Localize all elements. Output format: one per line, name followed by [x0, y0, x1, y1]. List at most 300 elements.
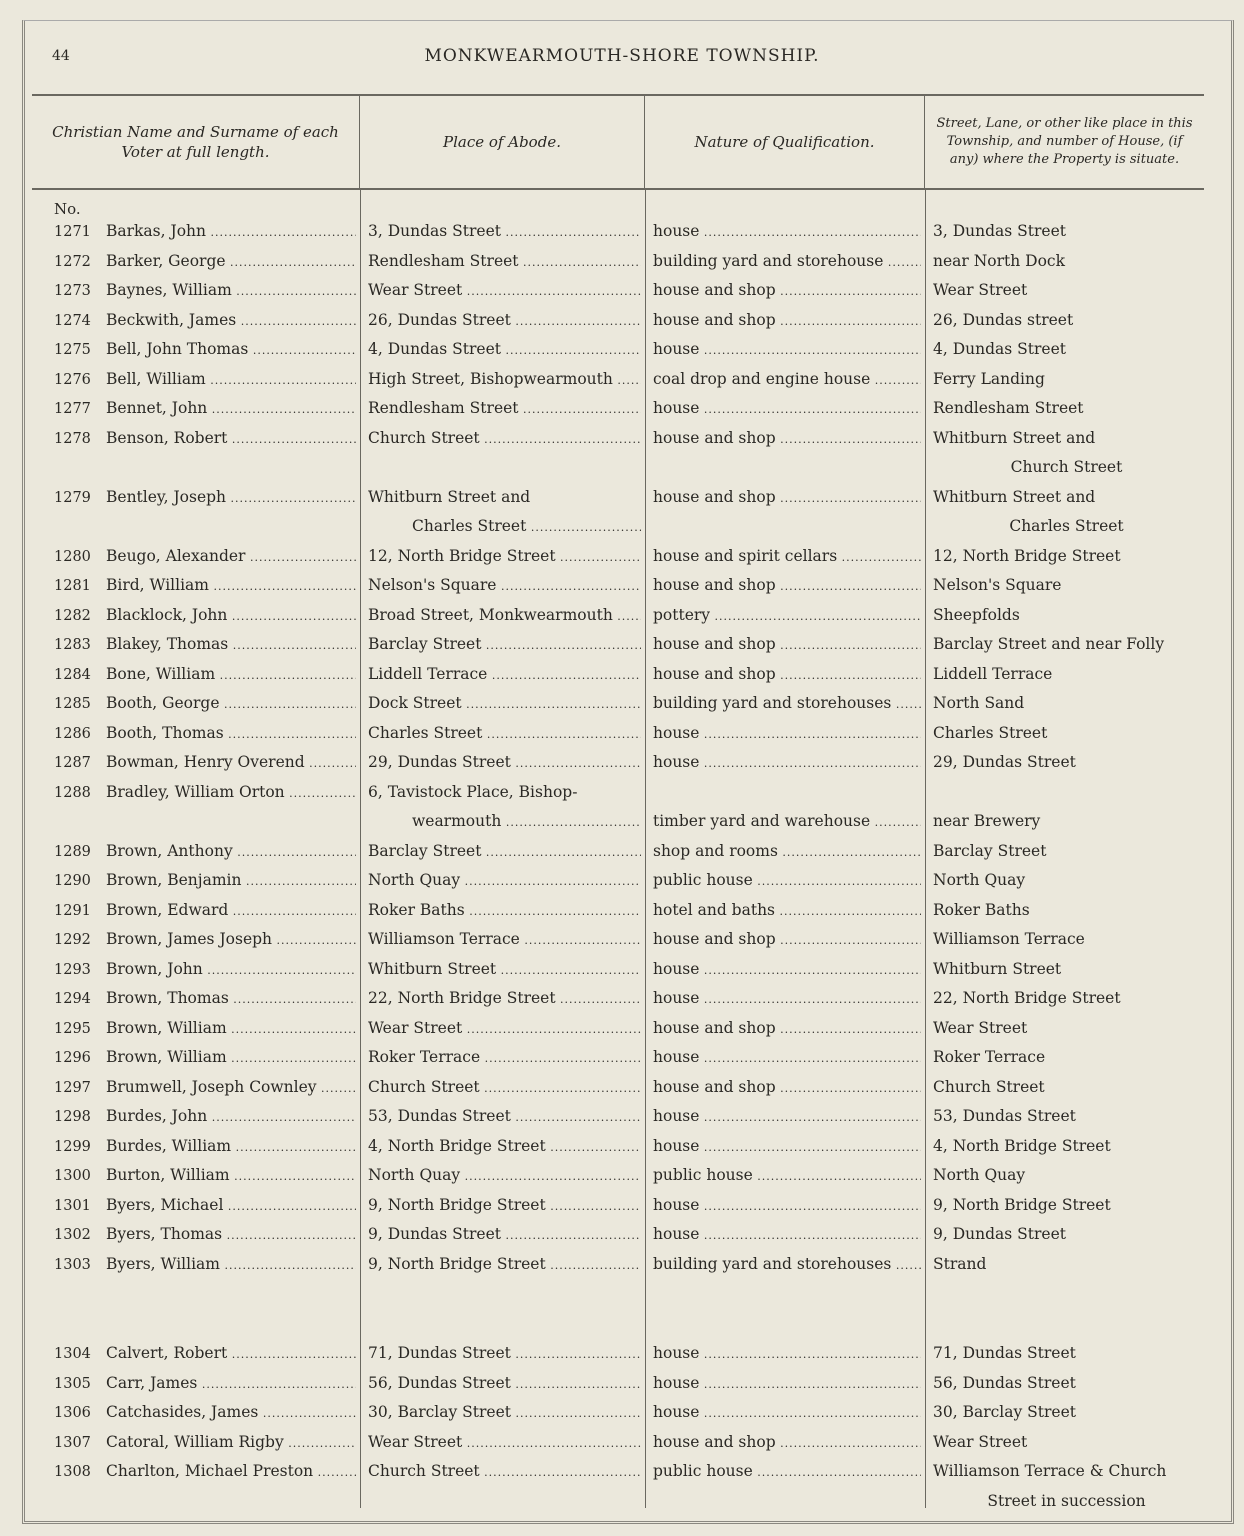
voter-name-cell [32, 1073, 360, 1103]
property-street-cell [925, 1073, 1204, 1103]
table-row [32, 778, 1204, 837]
voter-name-cell [32, 1250, 360, 1280]
table-row [32, 748, 1204, 778]
property-street-cell [925, 483, 1204, 542]
abode-line: 22, North Bridge Street ..... [368, 984, 641, 1014]
qualification-cell [645, 1250, 925, 1280]
property-street-cell [925, 1398, 1204, 1428]
voter-number: 1305 [54, 1375, 91, 1392]
voter-name-cell [32, 483, 360, 542]
property-street-cell [925, 1191, 1204, 1221]
abode-line: 29, Dundas Street ..... [368, 748, 641, 778]
voter-number: 1283 [54, 637, 91, 653]
voter-number: 1294 [54, 991, 91, 1007]
qualification-cell [645, 276, 925, 306]
property-street-line: Ferry Landing [933, 369, 1045, 388]
voter-number: 1284 [54, 666, 91, 683]
property-street-line: Strand [933, 1254, 987, 1273]
qualification-cell [645, 306, 925, 336]
qualification: house and shop ..... [653, 1014, 921, 1044]
voter-number: 1274 [54, 312, 91, 329]
qualification: house ..... [653, 1043, 921, 1073]
abode-line: Wear Street ..... [368, 276, 641, 306]
abode-cell [360, 1014, 645, 1044]
voter-name: Beugo, Alexander [106, 546, 246, 565]
abode-cell [360, 1250, 645, 1280]
abode-cell [360, 424, 645, 483]
table-row [32, 955, 1204, 985]
abode-line: Liddell Terrace ..... [368, 660, 641, 690]
voter-number: 1277 [54, 401, 91, 417]
voter-name-cell [32, 1398, 360, 1428]
property-street-line: Whitburn Street and [933, 428, 1096, 447]
voter-name-cell [32, 866, 360, 896]
page-number: 44 [52, 48, 70, 64]
voter-name-cell [32, 719, 360, 749]
voter-name: Byers, William [106, 1254, 220, 1273]
voter-number: 1297 [54, 1079, 91, 1096]
qualification-cell [645, 1339, 925, 1369]
voter-name-cell [32, 925, 360, 955]
voter-name-line [54, 1132, 356, 1162]
voter-name-cell [32, 778, 360, 837]
abode-line: Wear Street ..... [368, 1428, 641, 1458]
abode-cell [360, 1428, 645, 1458]
property-street-line: Wear Street [933, 1432, 1028, 1451]
property-street-line: Roker Terrace [933, 1048, 1046, 1066]
property-street-line: Barclay Street [933, 841, 1047, 860]
qualification: house and shop ..... [653, 1428, 921, 1458]
property-street-line: 22, North Bridge Street [933, 989, 1121, 1007]
property-street-cell [925, 837, 1204, 867]
property-street-line: North Sand [933, 694, 1025, 712]
voter-name-cell [32, 1428, 360, 1458]
abode-line: wearmouth ..... [368, 807, 641, 837]
abode-cell [360, 483, 645, 542]
voter-name-line [54, 1191, 356, 1221]
voter-name-cell [32, 1102, 360, 1132]
property-street-line: Rendlesham Street [933, 399, 1084, 417]
voter-table [32, 217, 1204, 1516]
abode-line: Rendlesham Street ..... [368, 247, 641, 277]
property-street-cell [925, 1102, 1204, 1132]
qualification: house ..... [653, 1220, 921, 1250]
property-street-cell [925, 748, 1204, 778]
table-row [32, 571, 1204, 601]
voter-number: 1291 [54, 902, 91, 919]
abode-cell [360, 306, 645, 336]
property-street-cell [925, 1428, 1204, 1458]
voter-name-cell [32, 1220, 360, 1250]
table-row [32, 335, 1204, 365]
abode-line: 26, Dundas Street ..... [368, 306, 641, 336]
qualification: house ..... [653, 955, 921, 985]
abode-cell [360, 1339, 645, 1369]
voter-name-cell [32, 394, 360, 424]
property-street-cell [925, 866, 1204, 896]
property-street-line: Williamson Terrace & Church [933, 1462, 1167, 1480]
qualification: pottery ..... [653, 601, 921, 631]
property-street-line: Charles Street [933, 723, 1048, 742]
abode-line: 71, Dundas Street ..... [368, 1339, 641, 1369]
property-street-cell [925, 1369, 1204, 1399]
voter-name-cell [32, 1369, 360, 1399]
qualification-cell [645, 365, 925, 395]
property-street-cell [925, 984, 1204, 1014]
table-row [32, 1191, 1204, 1221]
property-street-cell [925, 955, 1204, 985]
table-row [32, 276, 1204, 306]
blank-line [933, 778, 1200, 808]
abode-line: Rendlesham Street ..... [368, 394, 641, 424]
voter-name-cell [32, 1014, 360, 1044]
voter-name: Benson, Robert [106, 428, 228, 447]
voter-name: Barker, George [106, 251, 226, 270]
voter-number: 1286 [54, 725, 91, 742]
abode-cell [360, 660, 645, 690]
voter-name-cell [32, 276, 360, 306]
voter-name: Byers, Thomas [106, 1225, 223, 1243]
property-street-line: 4, Dundas Street [933, 340, 1066, 358]
qualification: house and shop ..... [653, 306, 921, 336]
voter-name-line [54, 483, 356, 513]
qualification: house and spirit cellars ..... [653, 542, 921, 572]
property-street-cell [925, 365, 1204, 395]
abode-cell [360, 247, 645, 277]
qualification-cell [645, 866, 925, 896]
abode-cell [360, 1369, 645, 1399]
qualification: house and shop ..... [653, 1073, 921, 1103]
voter-name-cell [32, 306, 360, 336]
voter-name: Bell, William [106, 369, 206, 388]
property-street-line: Street in succession [987, 1491, 1146, 1510]
table-row [32, 424, 1204, 483]
qualification: house ..... [653, 394, 921, 424]
header-qualification: Nature of Qualification. [645, 96, 925, 188]
abode-cell [360, 630, 645, 660]
property-street-line: Whitburn Street and [933, 487, 1096, 506]
qualification-cell [645, 837, 925, 867]
qualification: house and shop ..... [653, 424, 921, 454]
property-street-cell [925, 1250, 1204, 1280]
table-row [32, 984, 1204, 1014]
abode-cell [360, 778, 645, 837]
qualification: building yard and storehouses ..... [653, 1250, 921, 1280]
abode-line: Whitburn Street ..... [368, 955, 641, 985]
abode-cell [360, 896, 645, 926]
qualification: house and shop ..... [653, 571, 921, 601]
voter-name-cell [32, 630, 360, 660]
property-street-line: 4, North Bridge Street [933, 1136, 1111, 1155]
qualification-cell [645, 247, 925, 277]
voter-name-line [54, 542, 356, 572]
voter-name-cell [32, 837, 360, 867]
voter-name: Bentley, Joseph [106, 487, 227, 506]
property-street-line: Roker Baths [933, 900, 1030, 919]
abode-line: Roker Terrace ..... [368, 1043, 641, 1073]
voter-name-line [54, 1043, 356, 1073]
abode-cell [360, 335, 645, 365]
table-row [32, 719, 1204, 749]
voter-name-cell [32, 542, 360, 572]
voter-name: Byers, Michael [106, 1195, 224, 1214]
abode-line: 4, North Bridge Street ..... [368, 1132, 641, 1162]
property-street-cell [925, 1132, 1204, 1162]
abode-cell [360, 217, 645, 247]
voter-number: 1289 [54, 843, 91, 860]
property-street-cell [925, 1043, 1204, 1073]
qualification: house ..... [653, 719, 921, 749]
abode-cell [360, 1132, 645, 1162]
abode-cell [360, 1220, 645, 1250]
voter-name-line [54, 1073, 356, 1103]
qualification: house ..... [653, 984, 921, 1014]
voter-name: Bradley, William Orton [106, 782, 285, 801]
voter-name-line [54, 276, 356, 306]
voter-number: 1272 [54, 253, 91, 270]
voter-name-line [54, 217, 356, 247]
qualification: coal drop and engine house ..... [653, 365, 921, 395]
voter-name-line [54, 1250, 356, 1280]
voter-name: Barkas, John [106, 222, 206, 240]
qualification: building yard and storehouse ..... [653, 247, 921, 277]
voter-name-cell [32, 748, 360, 778]
voter-number: 1308 [54, 1464, 91, 1480]
property-street-line: Liddell Terrace [933, 664, 1053, 683]
property-street-cell [925, 247, 1204, 277]
property-street-line: North Quay [933, 871, 1026, 889]
abode-cell [360, 276, 645, 306]
property-street-line: Wear Street [933, 1018, 1028, 1037]
property-street-line: near Brewery [933, 812, 1041, 830]
property-street-line: North Quay [933, 1166, 1026, 1184]
table-row [32, 306, 1204, 336]
qualification-cell [645, 1073, 925, 1103]
table-row [32, 217, 1204, 247]
table-row [32, 1220, 1204, 1250]
qualification-cell [645, 601, 925, 631]
voter-number: 1303 [54, 1256, 91, 1273]
property-street-line: Church Street [933, 1077, 1045, 1096]
qualification: public house ..... [653, 866, 921, 896]
qualification-cell [645, 424, 925, 483]
abode-line: 4, Dundas Street ..... [368, 335, 641, 365]
voter-number: 1290 [54, 873, 91, 889]
qualification-cell [645, 1191, 925, 1221]
voter-name-cell [32, 247, 360, 277]
voter-name-line [54, 424, 356, 454]
qualification: timber yard and warehouse ..... [653, 807, 921, 837]
abode-line: Dock Street ..... [368, 689, 641, 719]
property-street-line: Barclay Street and near Folly [933, 635, 1165, 653]
property-street-line: Charles Street [1009, 517, 1124, 535]
abode-line: Wear Street ..... [368, 1014, 641, 1044]
voter-name-cell [32, 424, 360, 483]
table-row [32, 1043, 1204, 1073]
voter-name-line [54, 1220, 356, 1250]
voter-name: Bell, John Thomas [106, 340, 249, 358]
voter-name: Brown, Anthony [106, 841, 233, 860]
property-street-cell [925, 306, 1204, 336]
voter-name-line [54, 984, 356, 1014]
voter-name: Catchasides, James [106, 1403, 259, 1421]
voter-number: 1275 [54, 342, 91, 358]
qualification: hotel and baths ..... [653, 896, 921, 926]
abode-cell [360, 748, 645, 778]
table-row [32, 247, 1204, 277]
property-street-cell [925, 424, 1204, 483]
voter-name-line [54, 925, 356, 955]
property-street-cell [925, 1339, 1204, 1369]
abode-cell [360, 1457, 645, 1516]
voter-name: Burdes, William [106, 1136, 232, 1155]
voter-number: 1281 [54, 578, 91, 594]
voter-name: Carr, James [106, 1373, 198, 1392]
abode-cell [360, 1073, 645, 1103]
abode-cell [360, 955, 645, 985]
property-street-line: Nelson's Square [933, 576, 1062, 594]
voter-number: 1293 [54, 961, 91, 978]
table-row [32, 542, 1204, 572]
voter-name: Brown, Thomas [106, 989, 229, 1007]
abode-cell [360, 866, 645, 896]
table-row [32, 837, 1204, 867]
voter-name: Calvert, Robert [106, 1344, 228, 1362]
table-row [32, 1250, 1204, 1280]
table-row [32, 689, 1204, 719]
abode-line: Charles Street ..... [368, 719, 641, 749]
voter-number: 1301 [54, 1197, 91, 1214]
voter-name-line [54, 1102, 356, 1132]
voter-name: Burton, William [106, 1166, 230, 1184]
abode-cell [360, 542, 645, 572]
qualification-cell [645, 1043, 925, 1073]
qualification-cell [645, 925, 925, 955]
voter-name-line [54, 837, 356, 867]
abode-cell [360, 984, 645, 1014]
header-property-location: Street, Lane, or other like place in this Township, and number of House, (if any) where the Property is situate. [936, 116, 1193, 167]
qualification: house and shop ..... [653, 276, 921, 306]
property-street-cell [925, 217, 1204, 247]
abode-line: 6, Tavistock Place, Bishop- [368, 782, 578, 801]
property-street-line: 56, Dundas Street [933, 1373, 1076, 1392]
qualification-cell [645, 689, 925, 719]
abode-cell [360, 365, 645, 395]
property-street-line: 3, Dundas Street [933, 222, 1066, 240]
qualification-cell [645, 1369, 925, 1399]
abode-cell [360, 394, 645, 424]
property-street-cell [925, 571, 1204, 601]
property-street-cell [925, 394, 1204, 424]
voter-name-line [54, 778, 356, 808]
abode-line: Broad Street, Monkwearmouth ..... [368, 601, 641, 631]
voter-number: 1271 [54, 224, 91, 240]
property-street-cell [925, 1220, 1204, 1250]
abode-cell [360, 1043, 645, 1073]
abode-line: Williamson Terrace ..... [368, 925, 641, 955]
header-voter-name: Christian Name and Surname of each Voter at full length. [32, 96, 360, 188]
voter-name-line [54, 660, 356, 690]
voter-name: Beckwith, James [106, 310, 237, 329]
qualification-cell [645, 1161, 925, 1191]
qualification-cell [645, 542, 925, 572]
voter-name-line [54, 719, 356, 749]
voter-name-line [54, 896, 356, 926]
voter-name: Burdes, John [106, 1107, 208, 1125]
voter-name-line [54, 866, 356, 896]
qualification-cell [645, 335, 925, 365]
property-street-cell [925, 778, 1204, 837]
qualification-cell [645, 1428, 925, 1458]
qualification-cell [645, 1014, 925, 1044]
property-street-line: Whitburn Street [933, 959, 1062, 978]
voter-name: Booth, Thomas [106, 723, 224, 742]
voter-name: Bone, William [106, 664, 216, 683]
voter-number: 1280 [54, 548, 91, 565]
qualification-cell [645, 778, 925, 837]
number-label: No. [54, 200, 81, 218]
voter-name: Brown, Edward [106, 900, 229, 919]
voter-name-line [54, 748, 356, 778]
abode-line: 9, Dundas Street ..... [368, 1220, 641, 1250]
voter-name-cell [32, 896, 360, 926]
voter-number: 1285 [54, 696, 91, 712]
qualification-cell [645, 217, 925, 247]
qualification: shop and rooms ..... [653, 837, 921, 867]
qualification: house and shop ..... [653, 660, 921, 690]
property-street-line: 9, Dundas Street [933, 1225, 1066, 1243]
abode-line: 12, North Bridge Street ..... [368, 542, 641, 572]
voter-name: Brown, James Joseph [106, 930, 273, 948]
qualification-cell [645, 984, 925, 1014]
voter-number: 1304 [54, 1346, 91, 1362]
voter-name-cell [32, 955, 360, 985]
property-street-line: 9, North Bridge Street [933, 1195, 1111, 1214]
table-row [32, 1161, 1204, 1191]
table-row [32, 1073, 1204, 1103]
table-row [32, 630, 1204, 660]
property-street-cell [925, 896, 1204, 926]
voter-number: 1299 [54, 1138, 91, 1155]
table-row [32, 601, 1204, 631]
property-street-line: 71, Dundas Street [933, 1344, 1076, 1362]
voter-number: 1292 [54, 932, 91, 948]
row-gap [32, 1279, 1204, 1339]
voter-name: Bowman, Henry Overend [106, 753, 305, 771]
qualification-cell [645, 896, 925, 926]
qualification: house ..... [653, 748, 921, 778]
qualification: house and shop ..... [653, 630, 921, 660]
abode-line: Church Street ..... [368, 1073, 641, 1103]
voter-number: 1273 [54, 283, 91, 299]
qualification-cell [645, 630, 925, 660]
table-header [32, 94, 1204, 190]
voter-name: Brumwell, Joseph Cownley [106, 1077, 317, 1096]
voter-name: Catoral, William Rigby [106, 1432, 284, 1451]
qualification: house and shop ..... [653, 925, 921, 955]
voter-number: 1282 [54, 607, 91, 624]
voter-name-cell [32, 571, 360, 601]
abode-line: 3, Dundas Street ..... [368, 217, 641, 247]
voter-number: 1296 [54, 1050, 91, 1066]
table-row [32, 1014, 1204, 1044]
voter-number: 1307 [54, 1434, 91, 1451]
voter-name-line [54, 630, 356, 660]
property-street-line: 30, Barclay Street [933, 1403, 1077, 1421]
voter-name-line [54, 1369, 356, 1399]
voter-name: Blacklock, John [106, 605, 228, 624]
voter-name-cell [32, 984, 360, 1014]
